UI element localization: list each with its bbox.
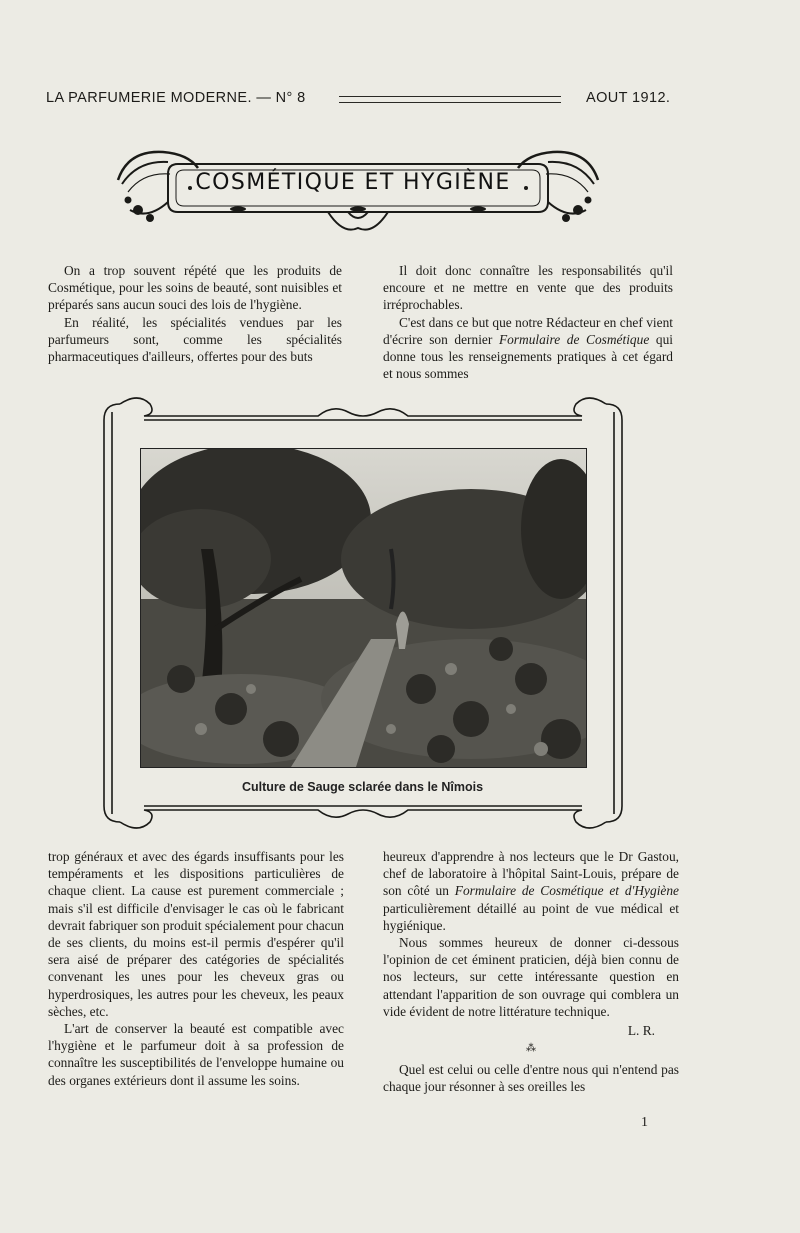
section-title: COSMÉTIQUE ET HYGIÈNE xyxy=(195,170,511,195)
paragraph xyxy=(383,314,673,383)
book-title: Formulaire de Cosmétique xyxy=(498,331,650,347)
paragraph: trop généraux et avec des égards insuffisants pour les tempéraments et les dispositions particulières de chaque client. La cause est purement commerciale ; mais s'il est difficile d'envisager le cas où le fabricant devrait fabriquer son produit spécialement pour chacun de ses clients, du moins est-il permis d'espérer qu'il sera aisé de préparer des catégories de spécialités convenant les unes pour les cheveux gras ou hyperdrosiques, les autres pour les cheveux, les peaux sèches, etc. xyxy=(48,849,344,1019)
paragraph: En réalité, les spécialités vendues par les parfumeurs sont, comme les spécialités pharmaceutiques d'ailleurs, offertes pour des buts xyxy=(48,314,342,365)
page-number: 1 xyxy=(641,1115,648,1130)
magazine-title: LA PARFUMERIE MODERNE. — N° 8 xyxy=(46,90,306,106)
paragraph xyxy=(383,848,679,934)
sage-field-photo-icon xyxy=(141,449,586,767)
paragraph: On a trop souvent répété que les produits de Cosmétique, pour les soins de beauté, sont nuisibles et préparés sans aucun souci des lois de l'hygiène. xyxy=(48,263,342,313)
paragraph: Quel est celui ou celle d'entre nous qui n'entend pas chaque jour résonner à ses oreilles les xyxy=(383,1062,679,1095)
photo-caption: Culture de Sauge sclarée dans le Nîmois xyxy=(241,780,484,794)
signature: L. R. xyxy=(627,1023,655,1039)
page-header xyxy=(46,88,678,112)
text-run: heureux d'apprendre à nos lecteurs que le Dr Gastou, chef de laboratoire à l'hôpital Saint-Louis, prépare de son côté un xyxy=(383,849,679,899)
paragraph: L'art de conserver la beauté est compatible avec l'hygiène et le parfumeur doit à sa profession de connaître les susceptibilités de l'enveloppe humaine ou des organes extérieurs dont il assume les soins. xyxy=(48,1021,344,1088)
section-banner xyxy=(108,140,608,240)
issue-date: AOUT 1912. xyxy=(586,90,671,106)
header-rule xyxy=(339,96,561,103)
column-top-left xyxy=(48,262,342,365)
book-title: Formulaire de Cosmétique et d'Hygiène xyxy=(454,883,679,899)
column-bottom-left xyxy=(48,848,344,1089)
text-run: particulièrement détaillé au point de vue médical et hygiénique. xyxy=(383,900,679,933)
paragraph: Nous sommes heureux de donner ci-dessous l'opinion de cet éminent praticien, déjà bien connu de nos lecteurs, sur cette intéressante question en attendant l'apparition de son ouvrage qui comblera un vide évident de notre littérature technique. xyxy=(383,935,679,1019)
column-top-right xyxy=(383,262,673,382)
paragraph: Il doit donc connaître les responsabilités qu'il encoure et ne mettre en vente que des produits irréprochables. xyxy=(383,263,673,313)
text-run: qui donne tous les renseignements pratiques à cet égard et nous sommes xyxy=(383,331,674,382)
text-run: C'est dans ce but que notre Rédacteur en chef vient d'écrire son dernier xyxy=(383,314,673,347)
column-bottom-right xyxy=(383,848,679,1096)
garden-photo xyxy=(140,448,587,768)
asterism: ⁂ xyxy=(526,1043,536,1055)
